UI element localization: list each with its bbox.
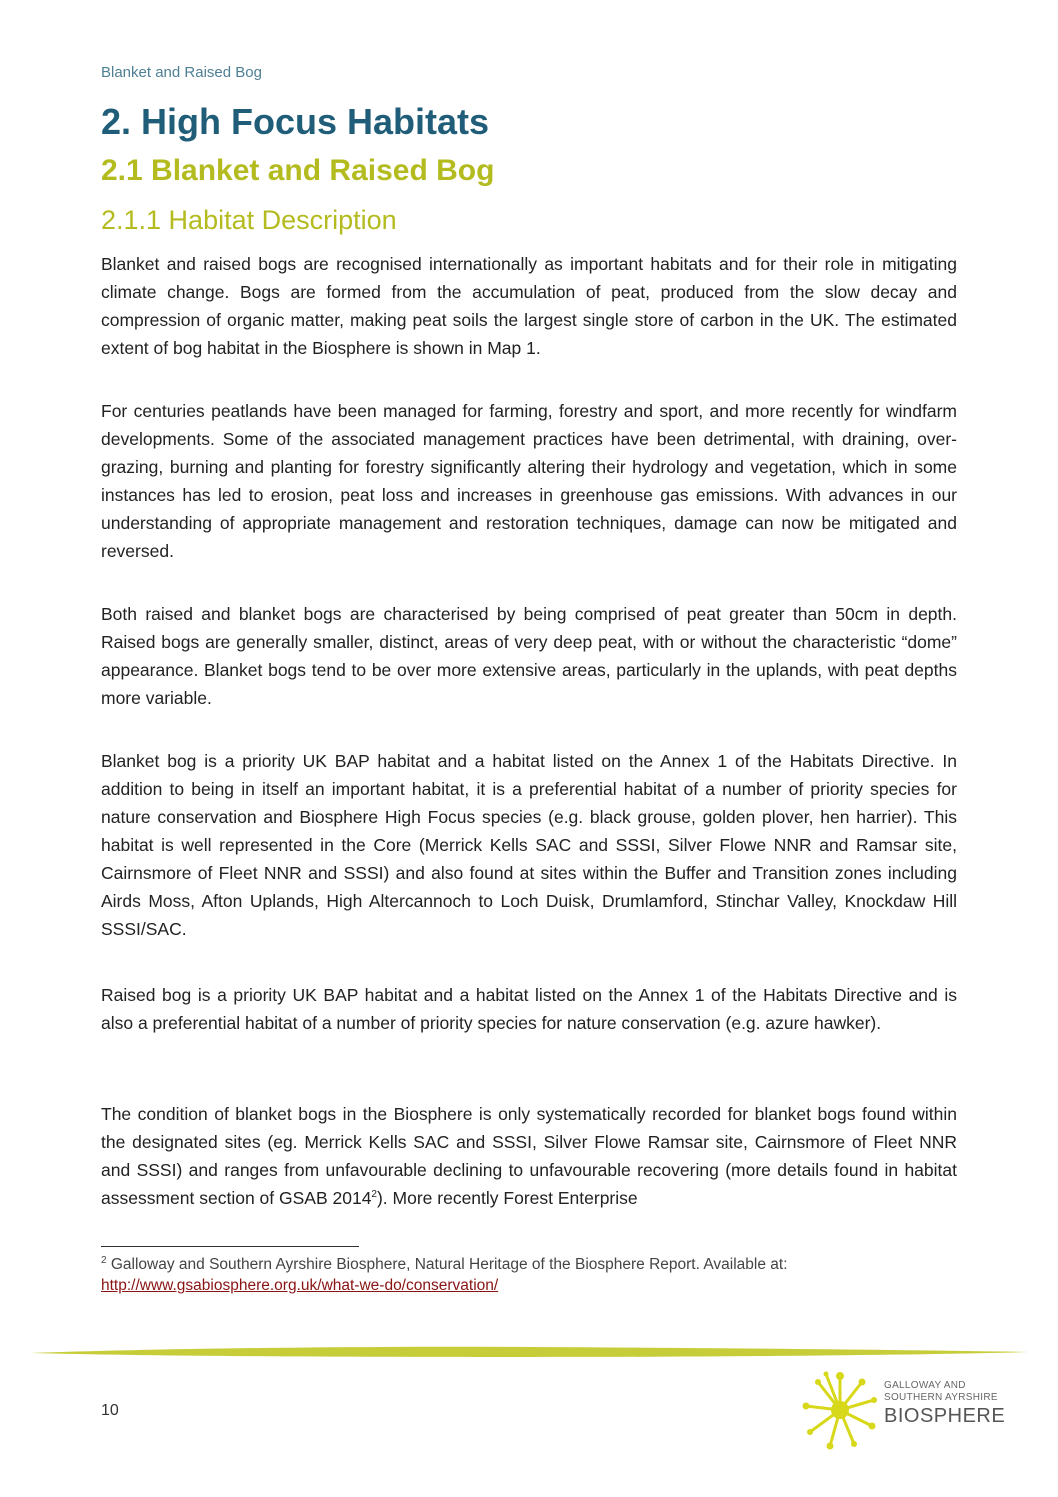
running-header: Blanket and Raised Bog xyxy=(101,64,262,81)
footnote-text: Galloway and Southern Ayrshire Biosphere, Natural Heritage of the Biosphere Report. Available at: xyxy=(106,1256,788,1273)
biosphere-logo xyxy=(800,1370,1006,1450)
paragraph-condition-text: The condition of blanket bogs in the Biosphere is only systematically recorded for blanket bogs found within the designated sites (eg. Merrick Kells SAC and SSSI, Silver Flowe Ramsar site, Cairnsmore of Fleet NNR and SSSI) and ranges from unfavourable declining to unfavourable recovering (more details found in habitat assessment section of GSAB 2014 xyxy=(101,1104,957,1208)
paragraph-intro: Blanket and raised bogs are recognised internationally as important habitats and for their role in mitigating climate change. Bogs are formed from the accumulation of peat, produced from the slow decay and compression of organic matter, making peat soils the largest single store of carbon in the UK. The estimated extent of bog habitat in the Biosphere is shown in Map 1. xyxy=(101,254,957,358)
paragraph-condition xyxy=(101,1100,957,1212)
sub-subsection-title: 2.1.1 Habitat Description xyxy=(101,205,397,235)
footnote-marker: 2 xyxy=(101,1254,107,1266)
logo-line-1: GALLOWAY AND xyxy=(884,1380,966,1391)
section-title: 2. High Focus Habitats xyxy=(101,101,490,142)
paragraph-management: For centuries peatlands have been managed for farming, forestry and sport, and more recently for windfarm developments. Some of the associated management practices have been detrimental, with draining, over-grazing, burning and planting for forestry significantly altering their hydrology and vegetation, which in some instances has led to erosion, peat loss and increases in greenhouse gas emissions. With advances in our understanding of appropriate management and restoration techniques, damage can now be mitigated and reversed. xyxy=(101,401,957,561)
paragraph-condition-tail: ). More recently Forest Enterprise xyxy=(376,1188,638,1208)
footnote xyxy=(101,1254,957,1296)
logo-wordmark xyxy=(884,1380,1005,1428)
footer-swoosh xyxy=(30,1340,1030,1364)
sun-burst-icon xyxy=(800,1370,880,1450)
logo-line-3: BIOSPHERE xyxy=(884,1405,1006,1427)
page-number: 10 xyxy=(101,1402,119,1419)
footnote-link[interactable]: http://www.gsabiosphere.org.uk/what-we-do/conservation/ xyxy=(101,1277,499,1294)
paragraph-raised-bog: Raised bog is a priority UK BAP habitat and a habitat listed on the Annex 1 of the Habitats Directive and is also a preferential habitat of a number of priority species for nature conservation (e.g. azure hawker). xyxy=(101,985,957,1033)
logo-line-2: SOUTHERN AYRSHIRE xyxy=(884,1392,998,1403)
footnote-reference[interactable]: 2 xyxy=(371,1189,377,1201)
subsection-title: 2.1 Blanket and Raised Bog xyxy=(101,154,495,187)
footnote-divider xyxy=(101,1246,359,1247)
paragraph-blanket-bog: Blanket bog is a priority UK BAP habitat and a habitat listed on the Annex 1 of the Habitats Directive. In addition to being in itself an important habitat, it is a preferential habitat of a number of priority species for nature conservation and Biosphere High Focus species (e.g. black grouse, golden plover, hen harrier). This habitat is well represented in the Core (Merrick Kells SAC and SSSI, Silver Flowe NNR and Ramsar site, Cairnsmore of Fleet NNR and SSSI) and also found at sites within the Buffer and Transition zones including Airds Moss, Afton Uplands, High Altercannoch to Loch Duisk, Drumlamford, Stinchar Valley, Knockdaw Hill SSSI/SAC. xyxy=(101,751,957,939)
paragraph-characteristics: Both raised and blanket bogs are characterised by being comprised of peat greater than 50cm in depth. Raised bogs are generally smaller, distinct, areas of very deep peat, with or without the characteristic “dome” appearance. Blanket bogs tend to be over more extensive areas, particularly in the uplands, with peat depths more variable. xyxy=(101,604,957,708)
